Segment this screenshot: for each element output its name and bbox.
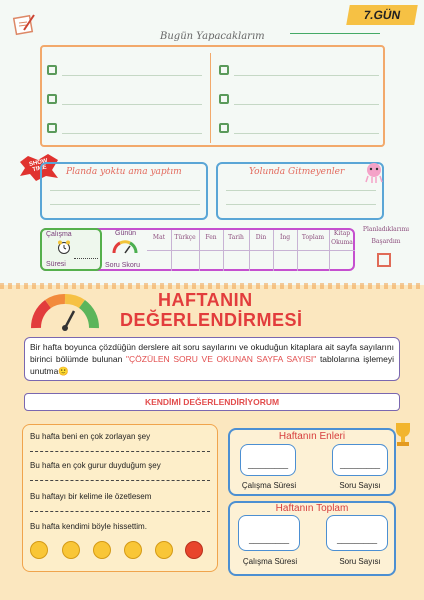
study-time-blank: [74, 258, 98, 259]
achieved-checkbox[interactable]: [377, 253, 391, 267]
panel-line: [50, 190, 200, 191]
tarih-header: Tarih: [228, 234, 244, 241]
calisma-label: Çalışma: [46, 231, 72, 238]
panel-line: [226, 190, 376, 191]
todo-line: [62, 133, 202, 134]
question-3: Bu haftayı bir kelime ile özetlesem: [30, 492, 152, 501]
suresi-label: Süresi: [46, 261, 66, 268]
todo-line: [62, 75, 202, 76]
plan-title: Bugün Yapacaklarım: [160, 31, 265, 42]
mat-header: Mat: [152, 234, 166, 241]
total-study-label: Çalışma Süresi: [242, 557, 298, 566]
weekly-total-title: Haftanın Toplam: [275, 503, 349, 514]
todo-checkbox[interactable]: [47, 94, 57, 104]
answer-line[interactable]: [30, 480, 210, 481]
todo-line: [234, 75, 379, 76]
question-2: Bu hafta en çok gurur duyduğum şey: [30, 461, 161, 470]
total-question-label: Soru Sayısı: [339, 557, 381, 566]
plan-box: [40, 45, 385, 147]
info-text-red: "ÇÖZÜLEN SORU VE OKUNAN SAYFA SAYISI": [126, 354, 317, 364]
weekly-best-title: Haftanın Enleri: [278, 431, 346, 442]
gunun-label: Günün: [115, 230, 137, 237]
todo-checkbox[interactable]: [47, 123, 57, 133]
best-study-blank: _________: [247, 460, 289, 469]
todo-checkbox[interactable]: [219, 123, 229, 133]
todo-line: [234, 104, 379, 105]
todo-line: [62, 104, 202, 105]
kitap-header: Kitap: [333, 230, 351, 237]
turkce-header: Türkçe: [174, 234, 196, 241]
info-box: [24, 337, 400, 381]
soru-skoru-label: Soru Skoru: [105, 262, 141, 269]
plan-achieved-2: Başardım: [371, 238, 401, 245]
total-question-blank: _________: [336, 535, 378, 544]
show-time-text: SHOW TIME: [28, 158, 49, 174]
total-study-time-box[interactable]: [238, 515, 300, 551]
question-1: Bu hafta beni en çok zorlayan şey: [30, 432, 151, 441]
todo-checkbox[interactable]: [219, 94, 229, 104]
best-question-label: Soru Sayısı: [339, 481, 381, 490]
toplam-header: Toplam: [301, 234, 325, 241]
plan-divider: [210, 53, 211, 143]
grinning-emoji-icon[interactable]: [30, 541, 48, 559]
subject-columns: [147, 230, 355, 271]
cool-emoji-icon[interactable]: [93, 541, 111, 559]
planda-yoktu-title: Planda yoktu ama yaptım: [66, 167, 182, 177]
mood-meter-icon: [30, 292, 100, 332]
answer-line[interactable]: [30, 451, 210, 452]
sad-emoji-icon[interactable]: [62, 541, 80, 559]
panel-line: [50, 204, 200, 205]
todo-checkbox[interactable]: [219, 65, 229, 75]
info-text-b: tablolarına işlemeyi unutma🙂: [30, 354, 394, 376]
title-underline: [290, 33, 380, 34]
notepad-icon: [12, 12, 36, 36]
angry-emoji-icon[interactable]: [185, 541, 203, 559]
total-study-blank: _________: [248, 535, 290, 544]
yolunda-title: Yolunda Gitmeyenler: [249, 167, 345, 177]
question-4: Bu hafta kendimi böyle hissettim.: [30, 522, 147, 531]
panel-line: [226, 204, 376, 205]
character-icon: [362, 160, 386, 184]
plan-achieved-1: Planladıklarımı: [362, 226, 410, 233]
grimace-emoji-icon[interactable]: [155, 541, 173, 559]
answer-line[interactable]: [30, 511, 210, 512]
eval-title-line2: DEĞERLENDİRMESİ: [120, 310, 303, 330]
divider-decoration: [0, 283, 424, 289]
info-text-a: Bir hafta boyunca çözdüğün derslere ait soru sayılarını ve okuduğun kitaplara ait sayfa sayılarını birinci bölümde bulunan: [30, 342, 394, 364]
eval-title: [120, 290, 360, 330]
best-question-blank: _________: [339, 460, 381, 469]
sleepy-emoji-icon[interactable]: [124, 541, 142, 559]
din-header: Din: [255, 234, 267, 241]
todo-checkbox[interactable]: [47, 65, 57, 75]
day-badge: 7.GÜN: [346, 5, 418, 25]
alarm-clock-icon: [56, 239, 72, 255]
eval-title-line1: HAFTANIN: [158, 290, 253, 310]
score-gauge-icon: [112, 240, 138, 254]
total-question-box[interactable]: [326, 515, 388, 551]
fen-header: Fen: [205, 234, 217, 241]
todo-line: [234, 133, 379, 134]
self-eval-title: KENDİMİ DEĞERLENDİRİYORUM: [24, 393, 400, 411]
okuma-header: Okuma: [331, 239, 353, 246]
ing-header: İng: [279, 234, 291, 241]
best-study-label: Çalışma Süresi: [241, 481, 297, 490]
